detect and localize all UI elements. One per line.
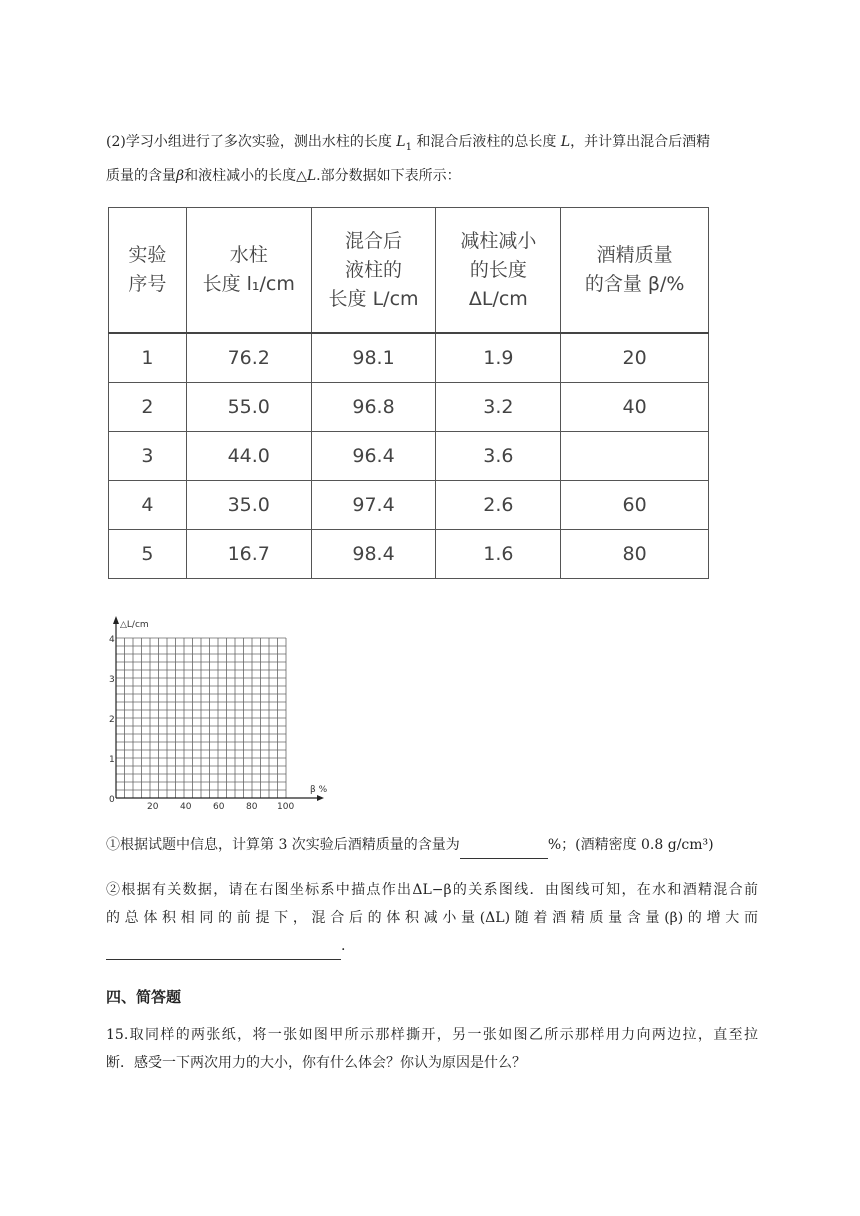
table-cell: 98.4 — [311, 530, 436, 579]
intro-text: 和混合后液柱的总长度 — [411, 134, 561, 150]
question-a-unit: %；(酒精密度 0.8 g/cm³) — [547, 837, 714, 853]
table-cell: 60 — [561, 481, 709, 530]
answer-blank[interactable] — [460, 840, 548, 859]
table-cell: 44.0 — [186, 432, 311, 481]
intro-line-2 — [106, 162, 758, 190]
x-axis-arrow — [317, 795, 324, 801]
table-cell: 97.4 — [311, 481, 436, 530]
table-cell: 3.2 — [436, 383, 561, 432]
y-tick-label: 0 — [109, 795, 115, 805]
table-cell: 40 — [561, 383, 709, 432]
data-table — [108, 207, 709, 579]
table-cell: 80 — [561, 530, 709, 579]
table-cell: 2 — [109, 383, 187, 432]
var-L: L — [306, 167, 317, 184]
section-heading: 四、简答题 — [106, 988, 182, 1006]
table-cell: 16.7 — [186, 530, 311, 579]
question-15-line-1: 15.取同样的两张纸，将一张如图甲所示那样撕开，另一张如图乙所示那样用力向两边拉，直至拉 — [106, 1027, 758, 1043]
question-a — [106, 831, 758, 859]
question-15 — [106, 1021, 758, 1077]
x-tick-label: 40 — [180, 802, 192, 812]
header-cell: 实验 序号 — [109, 208, 187, 334]
table-cell: 2.6 — [436, 481, 561, 530]
var-l: L — [396, 134, 406, 150]
question-a-text: ①根据试题中信息，计算第 3 次实验后酒精质量的含量为 — [106, 837, 460, 853]
y-axis-arrow — [113, 616, 119, 624]
table-cell: 98.1 — [311, 333, 436, 383]
grid — [116, 638, 286, 798]
intro-text: (2)学习小组进行了多次实验，测出水柱的长度 — [106, 134, 397, 150]
question-b-line-1: ②根据有关数据，请在右图坐标系中描点作出ΔL−β的关系图线．由图线可知，在水和酒精混合前 — [106, 882, 758, 898]
table-row — [109, 481, 709, 530]
y-tick-label: 4 — [109, 635, 115, 645]
question-15-line-2: 断．感受一下两次用力的大小，你有什么体会？你认为原因是什么？ — [106, 1055, 526, 1071]
intro-text: .部分数据如下表所示： — [316, 167, 461, 184]
question-b-line-2: 的总体积相同的前提下，混合后的体积减小量(ΔL)随着酒精质量含量(β)的增大而 — [106, 910, 758, 926]
table-row — [109, 530, 709, 579]
intro-line-1 — [106, 128, 758, 162]
header-cell: 水柱 长度 l₁/cm — [186, 208, 311, 334]
table-cell: 4 — [109, 481, 187, 530]
header-cell: 酒精质量 的含量 β/% — [561, 208, 709, 334]
intro-text: ，并计算出混合后酒精 — [570, 134, 711, 150]
question-b-line-3 — [106, 932, 758, 960]
x-tick-label: 100 — [277, 802, 295, 812]
table-cell: 76.2 — [186, 333, 311, 383]
question-2-intro — [106, 128, 758, 190]
x-tick-label: 80 — [246, 802, 258, 812]
var-l-sub: 1 — [405, 141, 412, 153]
table-cell: 96.4 — [311, 432, 436, 481]
intro-text: 和液柱减小的长度△ — [184, 167, 307, 184]
question-b — [106, 876, 758, 960]
x-tick-label: 60 — [213, 802, 225, 812]
table-cell: 5 — [109, 530, 187, 579]
table-cell: 20 — [561, 333, 709, 383]
y-tick-label: 1 — [109, 755, 115, 765]
table-cell: 55.0 — [186, 383, 311, 432]
table-cell: 3 — [109, 432, 187, 481]
var-L: L — [560, 134, 571, 150]
table-cell-blank — [561, 432, 709, 481]
answer-blank[interactable] — [106, 941, 341, 960]
table-cell: 1.9 — [436, 333, 561, 383]
table-cell: 35.0 — [186, 481, 311, 530]
header-cell: 减柱减小 的长度 ΔL/cm — [436, 208, 561, 334]
table-cell: 3.6 — [436, 432, 561, 481]
header-cell: 混合后 液柱的 长度 L/cm — [311, 208, 436, 334]
x-axis-label: β % — [310, 785, 328, 795]
table-cell: 1.6 — [436, 530, 561, 579]
intro-text: 质量的含量 — [106, 167, 176, 184]
table-cell: 1 — [109, 333, 187, 383]
table-header-row — [109, 208, 709, 334]
x-tick-label: 20 — [147, 802, 159, 812]
var-beta: β — [176, 167, 185, 184]
y-axis-label: △L/cm — [120, 620, 149, 630]
period: . — [341, 938, 346, 954]
table-cell: 96.8 — [311, 383, 436, 432]
y-tick-label: 2 — [109, 715, 115, 725]
table-row — [109, 333, 709, 383]
y-tick-label: 3 — [109, 675, 115, 685]
blank-graph-grid — [96, 616, 336, 814]
table-row — [109, 383, 709, 432]
table-row — [109, 432, 709, 481]
